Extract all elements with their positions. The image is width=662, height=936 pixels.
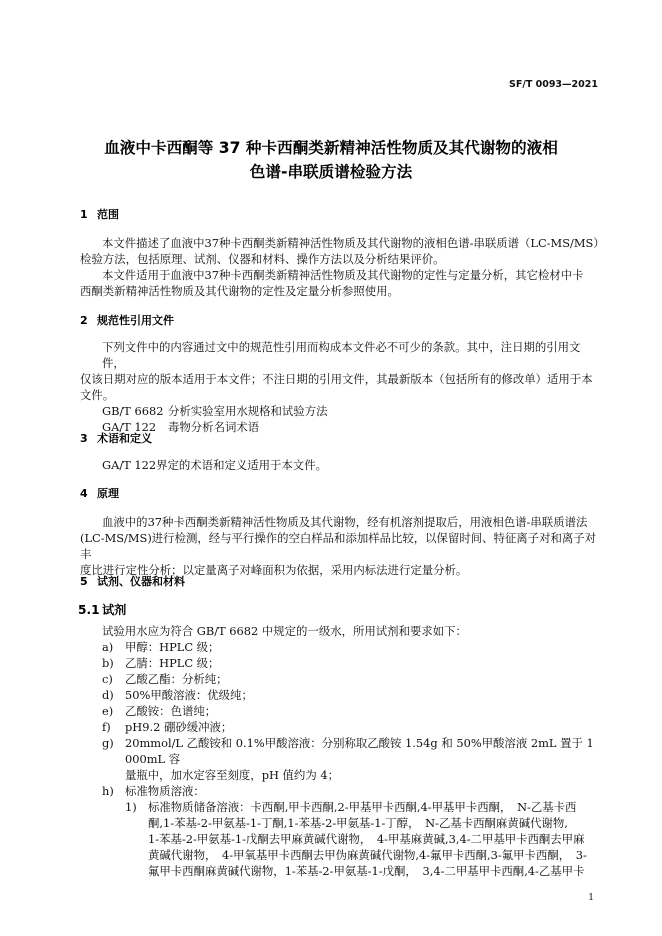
list-label: b) — [102, 656, 114, 670]
list-text: 乙酸乙酯：分析纯； — [125, 672, 228, 686]
paragraph-line: 下列文件中的内容通过文中的规范性引用而构成本文件必不可少的条款。其中，注日期的引用文件， — [102, 340, 581, 370]
section-number: 2 — [80, 314, 88, 327]
paragraph-line: 度比进行定性分析；以定量离子对峰面积为依据，采用内标法进行定量分析。 — [80, 563, 468, 577]
list-text — [125, 735, 600, 783]
sub-list-text-line: 酮,1-苯基-2-甲氨基-1-丁酮,1-苯基-2-甲氨基-1-丁醇， N-乙基卡西酮麻黄碱代谢物, — [148, 816, 568, 830]
paragraph-line: GA/T 122界定的术语和定义适用于本文件。 — [102, 458, 327, 472]
subsection-number: 5.1 — [78, 603, 100, 617]
document-number: SF/T 0093—2021 — [509, 79, 598, 90]
sub-list-text-line: 黄碱代谢物， 4-甲氧基甲卡西酮去甲伪麻黄碱代谢物,4-氟甲卡西酮,3-氟甲卡西酮， 3- — [148, 848, 587, 862]
subsection-heading-reagents — [78, 602, 598, 618]
paragraph-line: 本文件描述了血液中37种卡西酮类新精神活性物质及其代谢物的液相色谱-串联质谱（LC-MS/MS） — [102, 236, 605, 250]
paragraph-line: 文件。 — [80, 388, 115, 402]
list-item — [80, 719, 600, 735]
list-item — [80, 671, 600, 687]
list-text: pH9.2 硼砂缓冲液； — [125, 720, 233, 734]
list-label: a) — [102, 640, 114, 654]
list-item — [80, 735, 600, 783]
list-text: 乙酸铵：色谱纯； — [125, 704, 217, 718]
reagents-body — [80, 623, 600, 879]
sub-list-text-line: 1-苯基-2-甲氨基-1-戊酮去甲麻黄碱代谢物， 4-甲基麻黄碱,3,4-二甲基甲卡西酮去甲麻 — [148, 832, 585, 846]
title-line: 色谱-串联质谱检验方法 — [249, 163, 413, 181]
reagents-intro: 试验用水应为符合 GB/T 6682 中规定的一级水，所用试剂和要求如下： — [102, 624, 467, 638]
sub-list-text-line: 氟甲卡西酮麻黄碱代谢物，1-苯基-2-甲氨基-1-戊酮， 3,4-二甲基甲卡西酮,4-乙基甲卡 — [148, 864, 585, 878]
section-number: 4 — [80, 487, 88, 500]
section-title: 规范性引用文件 — [97, 314, 174, 327]
section-heading-terms — [80, 431, 600, 447]
title-line: 血液中卡西酮等 37 种卡西酮类新精神活性物质及其代谢物的液相 — [104, 139, 558, 157]
section-heading-normative-references — [80, 313, 600, 329]
list-item — [80, 655, 600, 671]
list-item — [80, 639, 600, 655]
terms-body — [80, 457, 600, 473]
sub-list-text-line: 标准物质储备溶液：卡西酮,甲卡西酮,2-甲基甲卡西酮,4-甲基甲卡西酮， N-乙基卡西 — [148, 800, 577, 814]
paragraph-line: 西酮类新精神活性物质及其代谢物的定性及定量分析参照使用。 — [80, 284, 399, 298]
section-heading-materials — [80, 574, 600, 590]
list-text: 乙腈：HPLC 级； — [125, 656, 220, 670]
reference-title: 毒物分析名词术语 — [168, 420, 260, 434]
list-item — [80, 783, 600, 799]
page-number: 1 — [588, 893, 594, 903]
list-label: g) — [102, 736, 114, 750]
list-item — [80, 703, 600, 719]
reference-title: 分析实验室用水规格和试验方法 — [168, 404, 328, 418]
subsection-title: 试剂 — [102, 603, 127, 617]
paragraph-line: 血液中的37种卡西酮类新精神活性物质及其代谢物，经有机溶剂提取后，用液相色谱-串联质谱法 — [102, 515, 588, 529]
paragraph-line: 本文件适用于血液中37种卡西酮类新精神活性物质及其代谢物的定性与定量分析，其它检材中卡 — [102, 268, 584, 282]
section-title: 试剂、仪器和材料 — [97, 575, 185, 588]
paragraph-line: 仅该日期对应的版本适用于本文件；不注日期的引用文件，其最新版本（包括所有的修改单）适用于本 — [80, 372, 593, 386]
sub-list-text — [148, 799, 600, 879]
list-item — [80, 687, 600, 703]
list-text: 50%甲酸溶液：优级纯； — [125, 688, 253, 702]
sub-list-item — [80, 799, 600, 879]
list-text: 甲醇：HPLC 级； — [125, 640, 220, 654]
reference-code: GA/T 122 — [102, 420, 157, 434]
scope-body — [80, 235, 605, 299]
section-heading-scope — [80, 207, 600, 223]
list-text: 标准物质溶液： — [125, 784, 205, 798]
reference-code: GB/T 6682 — [102, 404, 164, 418]
list-text-line: 量瓶中，加水定容至刻度，pH 值约为 4； — [125, 768, 339, 782]
section-number: 5 — [80, 575, 88, 588]
list-label: f) — [102, 720, 111, 734]
list-text-line: 20mmol/L 乙酸铵和 0.1%甲酸溶液：分别称取乙酸铵 1.54g 和 50%甲酸溶液 2mL 置于 1000mL 容 — [125, 736, 594, 766]
list-label: e) — [102, 704, 114, 718]
list-label: h) — [102, 784, 114, 798]
section-title: 范围 — [97, 208, 119, 221]
section-number: 3 — [80, 432, 88, 445]
section-number: 1 — [80, 208, 88, 221]
principle-body — [80, 514, 600, 578]
list-label: d) — [102, 688, 114, 702]
paragraph-line: (LC-MS/MS)进行检测，经与平行操作的空白样品和添加样品比较，以保留时间、特征离子对和离子对丰 — [80, 531, 597, 561]
list-label: c) — [102, 672, 113, 686]
section-title: 原理 — [97, 487, 119, 500]
reference-entry — [80, 403, 600, 419]
normative-references-body — [80, 339, 600, 435]
section-heading-principle — [80, 486, 600, 502]
section-title: 术语和定义 — [97, 432, 152, 445]
paragraph-line: 检验方法，包括原理、试剂、仪器和材料、操作方法以及分析结果评价。 — [80, 252, 445, 266]
sub-list-label: 1) — [125, 800, 137, 814]
document-title — [60, 136, 602, 184]
